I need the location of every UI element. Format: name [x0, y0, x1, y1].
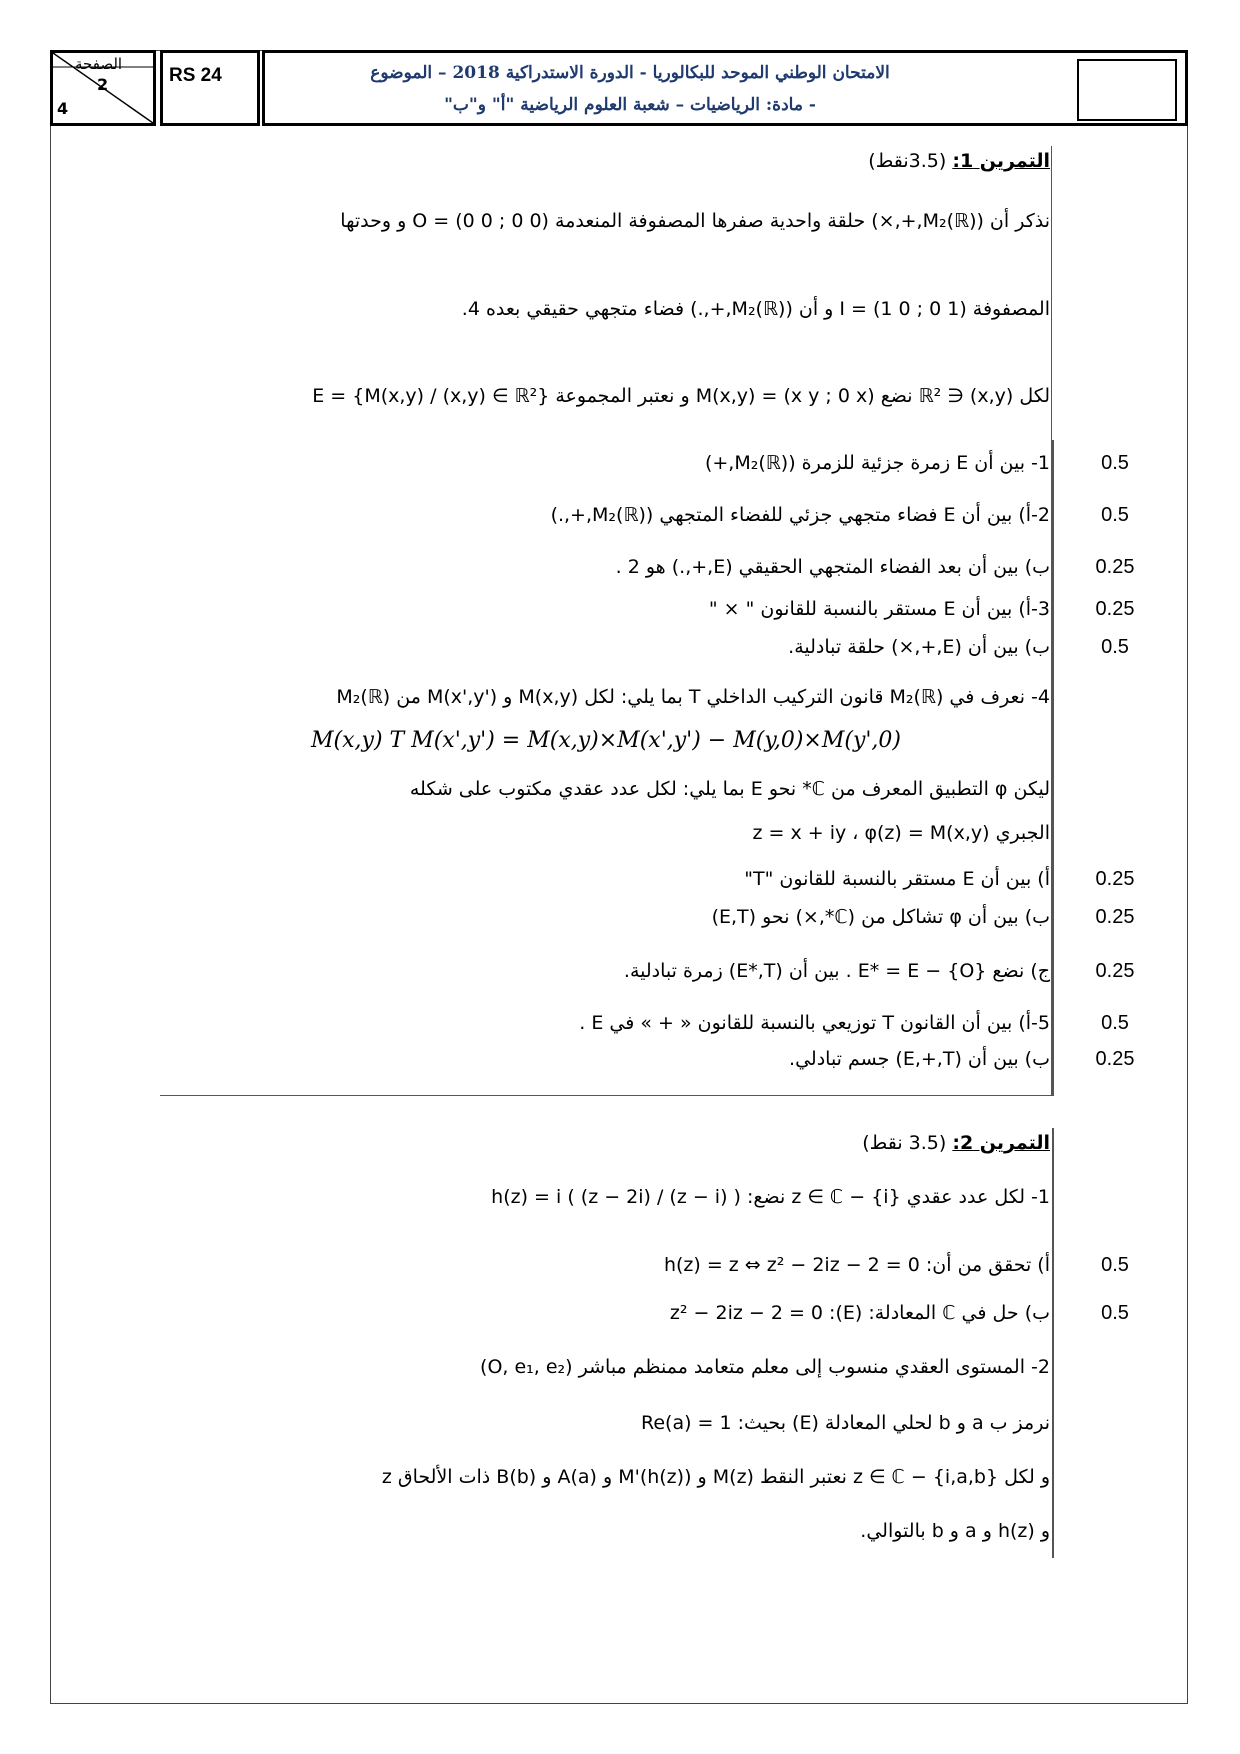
exercise1-q3b: ب) بين أن (E,+,×) حلقة تبادلية. [788, 636, 1050, 658]
mark: 0.25 [1095, 906, 1135, 928]
mark: 0.25 [1095, 598, 1135, 620]
exercise2-q1b: ب) حل في ℂ المعادلة: (E): z² − 2iz − 2 = 0 [669, 1302, 1050, 1324]
exercise1-intro3: لكل (x,y) ∈ ℝ² نضع M(x,y) = (x y ; 0 x) و نعتبر المجموعة E = {M(x,y) / (x,y) ∈ ℝ²} [312, 385, 1050, 407]
exam-title-line1: الامتحان الوطني الموحد للبكالوريا - الدورة الاستدراكية 2018 – الموضوع [370, 63, 890, 83]
mark: 0.25 [1095, 556, 1135, 578]
mark: 0.5 [1101, 1012, 1129, 1034]
exercise2-q1a: أ) تحقق من أن: h(z) = z ⇔ z² − 2iz − 2 = 0 [663, 1254, 1050, 1276]
page-label: الصفحة [75, 55, 123, 73]
exercise1-q1: 1- بين أن E زمرة جزئية للزمرة (M₂(ℝ),+) [704, 452, 1050, 474]
exercise2-q2: 2- المستوى العقدي منسوب إلى معلم متعامد ممنظم مباشر (O, e₁, e₂) [480, 1356, 1050, 1378]
exam-title-line2: - مادة: الرياضيات – شعبة العلوم الرياضية "أ" و"ب" [444, 95, 816, 115]
exercise1-q2b: ب) بين أن بعد الفضاء المتجهي الحقيقي (E,+,.) هو 2 . [615, 556, 1050, 578]
exam-code: RS 24 [169, 65, 222, 86]
exercise1-q4-phi-line1: ليكن φ التطبيق المعرف من ℂ* نحو E بما يلي: لكل عدد عقدي مكتوب على شكله [409, 778, 1050, 800]
page-total: 4 [57, 99, 69, 118]
exercise1-q5b: ب) بين أن (E,+,T) جسم تبادلي. [789, 1048, 1050, 1070]
exercise1-q4: 4- نعرف في M₂(ℝ) قانون التركيب الداخلي T بما يلي: لكل M(x,y) و M(x',y') من M₂(ℝ) [336, 686, 1050, 708]
mark: 0.25 [1095, 1048, 1135, 1070]
exam-title [265, 57, 995, 121]
mark: 0.25 [1095, 960, 1135, 982]
page-number-box [50, 50, 156, 126]
exercise1-q4-formula: M(x,y) T M(x',y') = M(x,y)×M(x',y') − M(y,0)×M(y',0) [311, 728, 901, 753]
mark: 0.5 [1101, 1254, 1129, 1276]
exercise1-title: التمرين 1: [952, 150, 1050, 172]
exercise1-q4c: ج) نضع E* = E − {O} . بين أن (E*,T) زمرة تبادلية. [623, 960, 1050, 982]
mark: 0.5 [1101, 1302, 1129, 1324]
exercise1-q4a: أ) بين أن E مستقر بالنسبة للقانون "T" [744, 868, 1050, 890]
exercise1-q5a: 5-أ) بين أن القانون T توزيعي بالنسبة للقانون « + » في E . [579, 1012, 1050, 1034]
page-number: 2 [97, 75, 109, 94]
exercise2-border [1052, 1128, 1054, 1558]
exam-code-box [160, 50, 260, 126]
exercise2-q2-line1: نرمز ب a و b لحلي المعادلة (E) بحيث: Re(a) = 1 [641, 1412, 1050, 1434]
mark: 0.5 [1101, 504, 1129, 526]
exercise1-heading [868, 150, 1050, 172]
mark: 0.5 [1101, 452, 1129, 474]
exercise2-heading [862, 1132, 1050, 1154]
exercise1-q3a: 3-أ) بين أن E مستقر بالنسبة للقانون " × " [708, 598, 1050, 620]
exercise2-q2-line2: و لكل z ∈ ℂ − {i,a,b} نعتبر النقط M(z) و M'(h(z)) و A(a) و B(b) ذات الألحاق z [381, 1466, 1050, 1488]
exam-title-box [262, 50, 1188, 126]
exercise1-q4-phi-line2: الجبري z = x + iy ، φ(z) = M(x,y) [752, 822, 1050, 844]
exercise2-q1: 1- لكل عدد عقدي z ∈ ℂ − {i} نضع: h(z) = i ( (z − 2i) / (z − i) ) [491, 1186, 1050, 1208]
exercise1-intro2: المصفوفة I = (1 0 ; 0 1) و أن (M₂(ℝ),+,.) فضاء متجهي حقيقي بعده 4. [461, 298, 1050, 320]
exercise1-points: (3.5نقط) [868, 150, 947, 172]
grade-box [1077, 59, 1177, 121]
mark: 0.25 [1095, 868, 1135, 890]
exercise2-q2-line3: و h(z) و a و b بالتوالي. [860, 1520, 1050, 1542]
exercise1-border [160, 146, 1052, 1096]
exercise1-q2a: 2-أ) بين أن E فضاء متجهي جزئي للفضاء المتجهي (M₂(ℝ),+,.) [550, 504, 1050, 526]
exercise2-points: (3.5 نقط) [862, 1132, 947, 1154]
exercise2-title: التمرين 2: [952, 1132, 1050, 1154]
exercise1-marks-separator [1052, 440, 1054, 1096]
exercise1-intro1: نذكر أن (M₂(ℝ),+,×) حلقة واحدية صفرها المصفوفة المنعدمة O = (0 0 ; 0 0) و وحدتها [340, 210, 1050, 232]
exercise1-q4b: ب) بين أن φ تشاكل من (ℂ*,×) نحو (E,T) [711, 906, 1050, 928]
mark: 0.5 [1101, 636, 1129, 658]
